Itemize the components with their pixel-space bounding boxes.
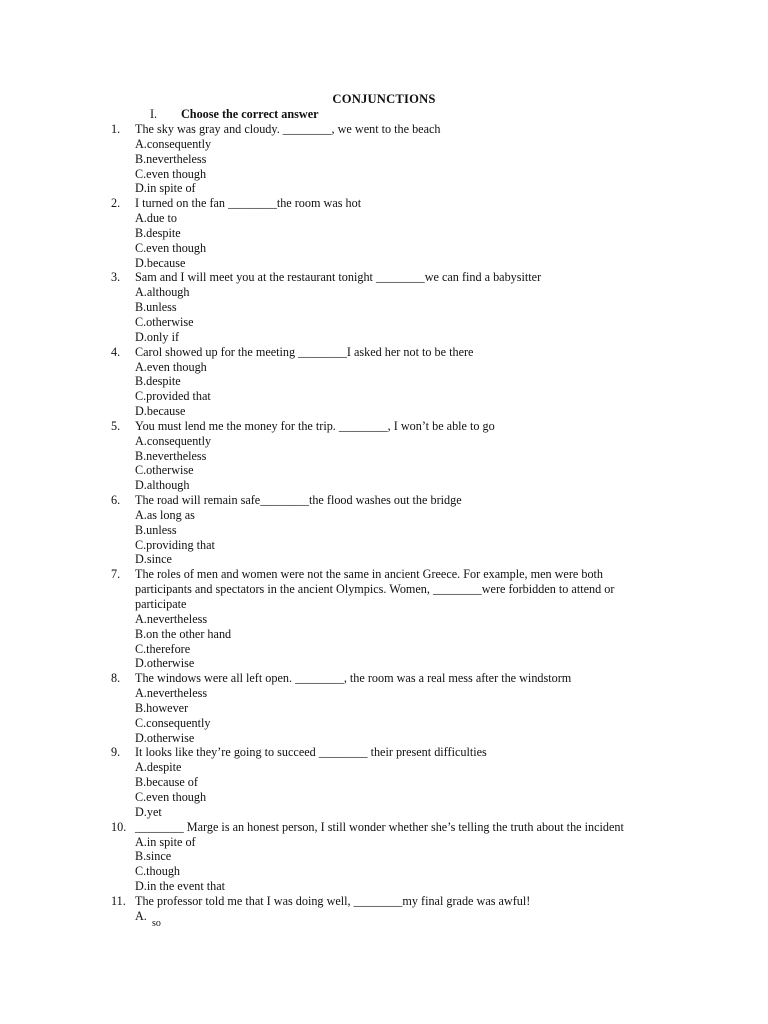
answer-option: C.otherwise [135,463,194,478]
answer-option: A.nevertheless [135,686,208,701]
answer-option: C.even though [135,789,207,804]
question-item [0,820,768,894]
question-item [0,419,768,493]
question-stem: Carol showed up for the meeting ________I asked her not to be there [135,344,474,359]
answer-option: C.though [135,864,181,879]
answer-option: B.on the other hand [135,626,232,641]
question-stem: Sam and I will meet you at the restaurant tonight ________we can find a babysitter [135,270,542,285]
question-item [0,567,768,671]
answer-option: D.because [135,255,186,270]
question-number: 6. [111,493,121,508]
question-number: 4. [111,344,121,359]
answer-option-letter: A. [135,908,147,923]
question-item [0,745,768,819]
answer-option: D.although [135,478,190,493]
question-number: 8. [111,671,121,686]
answer-option: B.nevertheless [135,151,207,166]
answer-option: A.consequently [135,136,212,151]
answer-option: C.therefore [135,641,191,656]
question-list [0,122,768,929]
question-stem: The roles of men and women were not the same in ancient Greece. For example, men were both participants and spectators in the ancient Olympics. Women, ________were forbidden to attend or participate [135,567,615,611]
question-stem: The sky was gray and cloudy. ________, we went to the beach [135,122,441,136]
answer-option: C.even though [135,240,207,255]
question-number: 2. [111,196,121,211]
document-title: CONJUNCTIONS [332,92,436,106]
question-item [0,122,768,196]
answer-option: A.as long as [135,507,195,522]
answer-option: D.yet [135,804,162,819]
answer-option: C.providing that [135,537,215,552]
question-number: 11. [111,893,126,908]
question-stem: It looks like they’re going to succeed ________ their present difficulties [135,745,487,760]
answer-option: A.in spite of [135,834,196,849]
question-item [0,345,768,419]
answer-option: B.since [135,849,172,864]
answer-option: D.only if [135,329,180,344]
answer-option: B.nevertheless [135,448,207,463]
answer-option [135,908,768,929]
answer-option: B.because of [135,775,198,790]
question-stem: You must lend me the money for the trip. ________, I won’t be able to go [135,418,495,433]
question-number: 3. [111,270,121,285]
answer-option: D.otherwise [135,730,195,745]
answer-option-text: so [152,917,161,929]
answer-option: C.consequently [135,715,211,730]
section-number: I. [150,107,158,121]
answer-option: C.otherwise [135,314,194,329]
question-number: 10. [111,819,127,834]
question-item [0,671,768,745]
answer-option: D.because [135,404,186,419]
question-number: 7. [111,567,121,582]
section-title: Choose the correct answer [181,107,319,121]
answer-option: A.even though [135,359,207,374]
question-stem: The windows were all left open. ________, the room was a real mess after the windstorm [135,671,572,686]
question-stem: I turned on the fan ________the room was hot [135,196,362,211]
answer-option: C.provided that [135,389,211,404]
answer-option: B.however [135,700,189,715]
answer-option: B.unless [135,522,177,537]
question-stem: The professor told me that I was doing well, ________my final grade was awful! [135,893,531,908]
answer-option: A.nevertheless [135,611,208,626]
question-number: 5. [111,418,121,433]
question-item [0,270,768,344]
answer-option: D.otherwise [135,656,195,671]
answer-option: C.even though [135,166,207,181]
section-heading [150,107,319,122]
answer-option: B.unless [135,300,177,315]
answer-option: A.consequently [135,433,212,448]
answer-option: D.in spite of [135,181,196,196]
question-item [0,196,768,270]
answer-option: A.due to [135,211,177,226]
answer-option: B.despite [135,225,181,240]
question-item [0,493,768,567]
question-item [0,893,768,929]
answer-option: D.since [135,552,172,567]
answer-option: A.despite [135,760,182,775]
answer-option: A.although [135,285,190,300]
answer-option: D.in the event that [135,879,226,894]
question-number: 9. [111,745,121,760]
question-stem: ________ Marge is an honest person, I still wonder whether she’s telling the truth about the incident [135,819,624,834]
question-stem: The road will remain safe________the flood washes out the bridge [135,493,462,508]
answer-option: B.despite [135,374,181,389]
question-number: 1. [111,122,121,136]
